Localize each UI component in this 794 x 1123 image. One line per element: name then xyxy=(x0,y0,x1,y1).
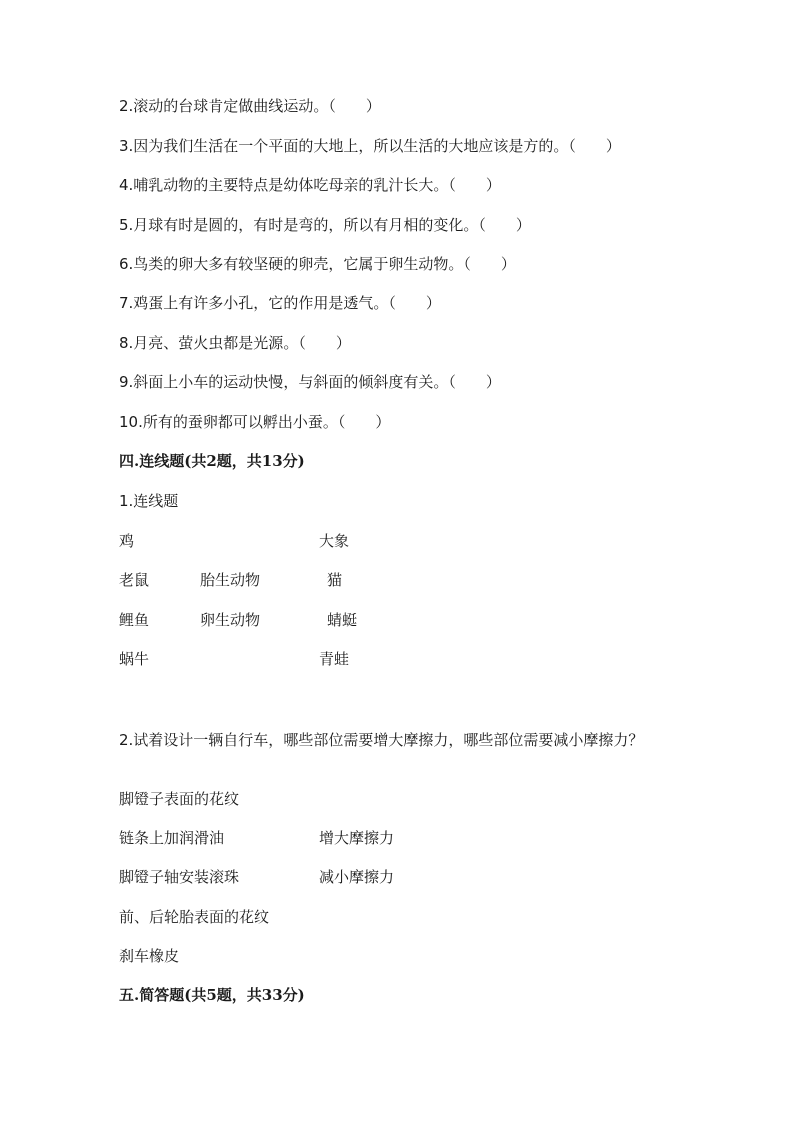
q1-right-item: 大象 xyxy=(319,532,350,550)
matching-q1-title: 1.连线题 xyxy=(119,492,179,510)
section-heading-short-answer: 五.简答题(共5题，共33分) xyxy=(119,986,305,1004)
q1-left-item: 鸡 xyxy=(119,532,135,550)
q2-left-item: 刹车橡皮 xyxy=(119,947,180,965)
judgement-item-8: 8.月亮、萤火虫都是光源。（ ） xyxy=(119,334,351,352)
q2-left-item: 前、后轮胎表面的花纹 xyxy=(119,908,270,926)
q2-left-item: 链条上加润滑油 xyxy=(119,829,225,847)
judgement-item-3: 3.因为我们生活在一个平面的大地上，所以生活的大地应该是方的。（ ） xyxy=(119,137,621,155)
q1-left-item: 老鼠 xyxy=(119,571,150,589)
q2-right-item: 减小摩擦力 xyxy=(319,868,395,886)
q1-right-item: 青蛙 xyxy=(319,650,350,668)
judgement-item-9: 9.斜面上小车的运动快慢，与斜面的倾斜度有关。（ ） xyxy=(119,373,501,391)
q1-middle-item: 卵生动物 xyxy=(200,611,261,629)
q2-left-item: 脚镫子表面的花纹 xyxy=(119,790,240,808)
q2-right-item: 增大摩擦力 xyxy=(319,829,395,847)
judgement-item-10: 10.所有的蚕卵都可以孵出小蚕。（ ） xyxy=(119,413,391,431)
q1-middle-item: 胎生动物 xyxy=(200,571,261,589)
judgement-item-7: 7.鸡蛋上有许多小孔，它的作用是透气。（ ） xyxy=(119,294,441,312)
judgement-item-4: 4.哺乳动物的主要特点是幼体吃母亲的乳汁长大。（ ） xyxy=(119,176,501,194)
q1-left-item: 蜗牛 xyxy=(119,650,150,668)
section-heading-matching: 四.连线题(共2题，共13分) xyxy=(119,452,305,470)
judgement-item-6: 6.鸟类的卵大多有较坚硬的卵壳，它属于卵生动物。（ ） xyxy=(119,255,516,273)
matching-q2-title: 2.试着设计一辆自行车，哪些部位需要增大摩擦力，哪些部位需要减小摩擦力？ xyxy=(119,731,644,749)
q2-left-item: 脚镫子轴安装滚珠 xyxy=(119,868,240,886)
q1-right-item: 蜻蜓 xyxy=(327,611,358,629)
judgement-item-2: 2.滚动的台球肯定做曲线运动。（ ） xyxy=(119,97,381,115)
judgement-item-5: 5.月球有时是圆的，有时是弯的，所以有月相的变化。（ ） xyxy=(119,216,531,234)
q1-right-item: 猫 xyxy=(327,571,343,589)
q1-left-item: 鲤鱼 xyxy=(119,611,150,629)
